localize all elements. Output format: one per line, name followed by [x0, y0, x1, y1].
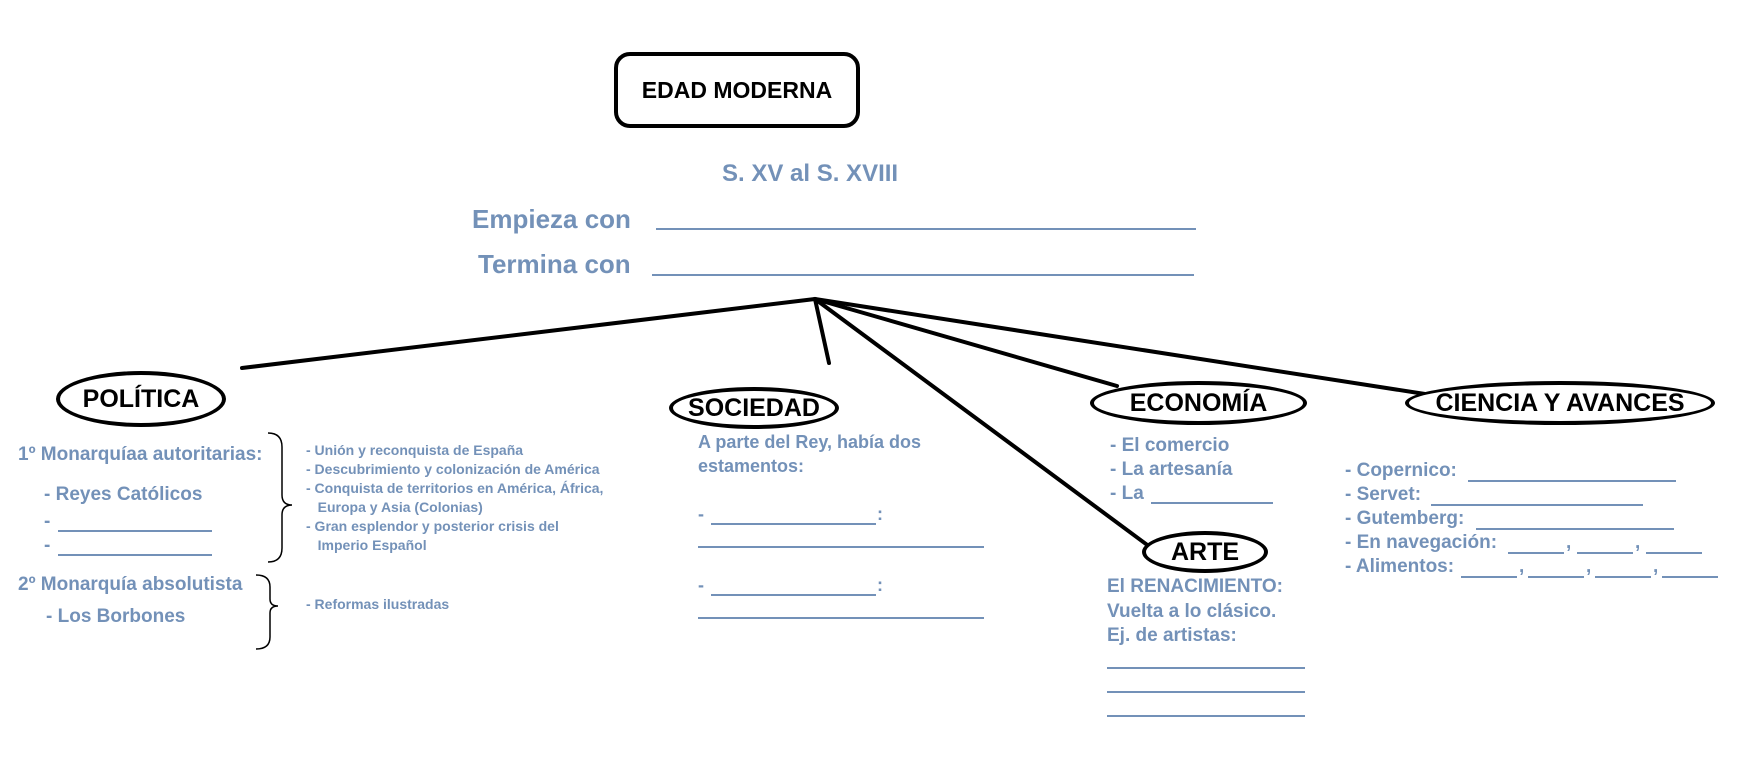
arte-line-2: Vuelta a lo clásico. — [1107, 601, 1277, 622]
oval-ciencia — [1405, 381, 1715, 425]
politica-label: POLÍTICA — [82, 384, 200, 413]
m2-title: 2º Monarquía absolutista — [18, 574, 243, 595]
connector-ciencia — [815, 299, 1425, 394]
navegacion-comma-2: , — [1635, 532, 1641, 553]
estamento-2-desc-blank[interactable] — [698, 617, 984, 619]
economia-label: ECONOMÍA — [1129, 388, 1268, 417]
m1-note-1: - Unión y reconquista de España — [306, 442, 524, 458]
m1-blank-dash-2: - — [44, 535, 51, 556]
artista-blank-2[interactable] — [1107, 691, 1305, 693]
navegacion-blank-3[interactable] — [1646, 552, 1702, 554]
ciencia-alimentos: - Alimentos: — [1345, 556, 1455, 577]
navegacion-blank-1[interactable] — [1508, 552, 1564, 554]
connector-economia — [815, 299, 1117, 386]
m1-note-3: - Conquista de territorios en América, África, — [306, 480, 604, 496]
servet-blank[interactable] — [1431, 504, 1643, 506]
estamento-2-blank[interactable] — [711, 594, 876, 596]
starts-blank[interactable] — [656, 228, 1196, 230]
connector-arte — [815, 299, 1150, 547]
sociedad-colon-2: : — [877, 575, 883, 595]
estamento-1-desc-blank[interactable] — [698, 546, 984, 548]
arte-line-1: El RENACIMIENTO: — [1107, 576, 1283, 597]
artista-blank-3[interactable] — [1107, 715, 1305, 717]
sociedad-intro-2: estamentos: — [698, 456, 805, 476]
title-box — [614, 52, 860, 128]
arte-line-3: Ej. de artistas: — [1107, 625, 1237, 646]
ciencia-label: CIENCIA Y AVANCES — [1435, 388, 1685, 417]
sociedad-label: SOCIEDAD — [688, 393, 820, 422]
oval-politica — [56, 371, 226, 427]
navegacion-blank-2[interactable] — [1577, 552, 1633, 554]
oval-arte — [1142, 531, 1268, 573]
m1-item-reyes: - Reyes Católicos — [44, 484, 203, 505]
ends-label: Termina con — [478, 249, 631, 279]
navegacion-comma-1: , — [1566, 532, 1572, 553]
oval-sociedad — [669, 387, 839, 429]
ends-blank[interactable] — [652, 274, 1194, 276]
ciencia-navegacion: - En navegación: — [1345, 532, 1498, 553]
oval-economia — [1090, 381, 1307, 425]
economia-item-la: - La — [1110, 483, 1144, 504]
economia-blank[interactable] — [1151, 502, 1273, 504]
alimentos-blank-2[interactable] — [1528, 576, 1584, 578]
estamento-1-blank[interactable] — [711, 523, 876, 525]
connector-politica — [242, 299, 815, 368]
m1-note-2: - Descubrimiento y colonización de América — [306, 461, 600, 477]
brace-monarquia-autoritaria — [268, 433, 292, 562]
alimentos-blank-3[interactable] — [1595, 576, 1651, 578]
alimentos-blank-4[interactable] — [1662, 576, 1718, 578]
economia-item-artesania: - La artesanía — [1110, 459, 1233, 480]
economia-item-comercio: - El comercio — [1110, 435, 1230, 456]
m1-note-6: Imperio Español — [306, 537, 427, 553]
m1-blank-2[interactable] — [58, 554, 212, 556]
sociedad-colon-1: : — [877, 504, 883, 524]
alimentos-blank-1[interactable] — [1461, 576, 1517, 578]
m1-note-5: - Gran esplendor y posterior crisis del — [306, 518, 559, 534]
alimentos-comma-1: , — [1519, 556, 1525, 577]
alimentos-comma-2: , — [1586, 556, 1592, 577]
sociedad-intro-1: A parte del Rey, había dos — [698, 432, 922, 452]
m1-title: 1º Monarquíaa autoritarias: — [18, 444, 263, 465]
page-title: EDAD MODERNA — [641, 76, 833, 103]
copernico-blank[interactable] — [1468, 480, 1676, 482]
sociedad-dash-2: - — [698, 575, 704, 595]
gutemberg-blank[interactable] — [1476, 528, 1674, 530]
artista-blank-1[interactable] — [1107, 667, 1305, 669]
brace-monarquia-absoluta — [256, 575, 278, 649]
m1-blank-1[interactable] — [58, 530, 212, 532]
m1-blank-dash-1: - — [44, 511, 51, 532]
sociedad-dash-1: - — [698, 504, 704, 524]
period-text: S. XV al S. XVIII — [722, 160, 899, 187]
ciencia-copernico: - Copernico: — [1345, 460, 1457, 481]
arte-label: ARTE — [1170, 537, 1240, 566]
alimentos-comma-3: , — [1653, 556, 1659, 577]
m2-note: - Reformas ilustradas — [306, 596, 450, 612]
ciencia-servet: - Servet: — [1345, 484, 1422, 505]
ciencia-gutemberg: - Gutemberg: — [1345, 508, 1465, 529]
m1-note-4: Europa y Asia (Colonias) — [306, 499, 483, 515]
m2-item-borbones: - Los Borbones — [46, 606, 186, 627]
starts-label: Empieza con — [472, 204, 631, 234]
